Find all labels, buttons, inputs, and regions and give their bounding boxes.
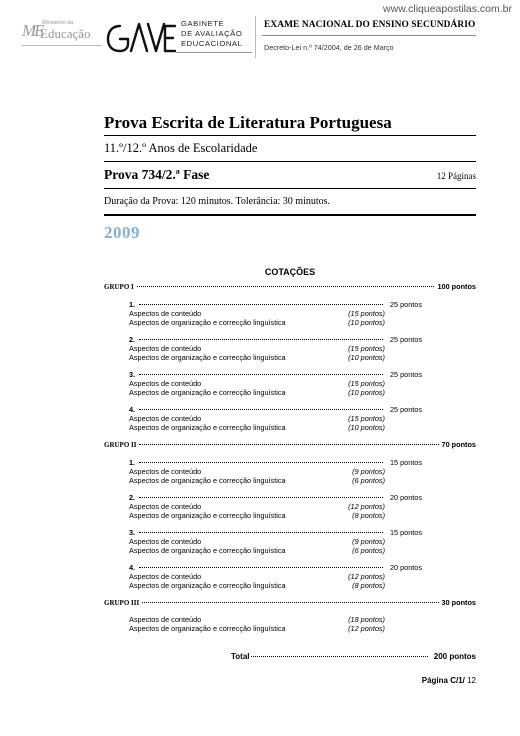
organization-label: Aspectos de organização e correcção linguística [129,581,286,590]
divider [104,161,476,162]
question-number: 3. [129,528,136,537]
page-label: Página C/1/ [421,676,465,685]
ministry-logo-text: Educação [40,26,91,41]
gave-logo [105,20,177,54]
organization-points: (10 pontos) [348,353,385,362]
dot-leader [139,532,383,533]
organization-label: Aspectos de organização e correcção linguística [129,318,286,327]
content-label: Aspectos de conteúdo [129,414,202,423]
group-row [104,282,476,292]
organization-label: Aspectos de organização e correcção linguística [129,546,286,555]
question-row [129,405,422,414]
question-number: 2. [129,493,136,502]
page-count: 12 Páginas [436,171,476,181]
dot-leader [139,374,383,375]
question-number: 3. [129,370,136,379]
group-points: 70 pontos [441,440,476,449]
total-row [231,652,476,661]
organization-points: (12 pontos) [348,624,385,633]
question-row [129,528,422,537]
total-points: 200 pontos [433,652,476,661]
organization-points: (10 pontos) [348,318,385,327]
question-row [129,335,422,344]
question-number: 4. [129,563,136,572]
content-label: Aspectos de conteúdo [129,502,202,511]
dot-leader [142,602,438,603]
divider [104,188,476,189]
ministry-mark: ME [22,21,43,40]
question-number: 1. [129,300,136,309]
total-label: Total [231,652,250,661]
organization-label: Aspectos de organização e correcção linguística [129,388,286,397]
group-row [104,440,476,450]
question-row [129,563,422,572]
header-separator [255,16,256,58]
content-points: (15 pontos) [348,344,385,353]
gave-line: GABINETE [181,19,225,28]
content-label: Aspectos de conteúdo [129,379,202,388]
content-label: Aspectos de conteúdo [129,309,202,318]
thick-divider [104,214,476,216]
question-points: 25 pontos [389,335,422,344]
content-label: Aspectos de conteúdo [129,344,202,353]
question-number: 1. [129,458,136,467]
question-points: 20 pontos [389,493,422,502]
dot-leader [139,462,383,463]
source-watermark: www.cliqueapostilas.com.br [383,3,512,15]
question-points: 25 pontos [389,370,422,379]
question-number: 2. [129,335,136,344]
exam-duration: Duração da Prova: 120 minutos. Tolerância: 30 minutos. [104,196,331,207]
content-points: (15 pontos) [348,379,385,388]
exam-title: EXAME NACIONAL DO ENSINO SECUNDÁRIO [264,20,476,30]
dot-leader [139,567,383,568]
group-points: 30 pontos [441,598,476,607]
question-points: 20 pontos [389,563,422,572]
exam-title-rule [262,35,476,36]
content-label: Aspectos de conteúdo [129,467,202,476]
ministry-logo [22,20,104,44]
dot-leader [139,409,383,410]
content-points: (9 pontos) [352,467,385,476]
organization-label: Aspectos de organização e correcção linguística [129,423,286,432]
organization-label: Aspectos de organização e correcção linguística [129,476,286,485]
question-row [129,493,422,502]
organization-points: (6 pontos) [352,546,385,555]
organization-points: (10 pontos) [348,388,385,397]
exam-code: Prova 734/2.ª Fase [104,167,210,182]
group-row [104,598,476,608]
page-title: Prova Escrita de Literatura Portuguesa [104,113,392,132]
cotacoes-title: COTAÇÕES [264,267,316,277]
content-label: Aspectos de conteúdo [129,572,202,581]
organization-points: (8 pontos) [352,511,385,520]
gave-line: DE AVALIAÇÃO [181,29,243,38]
divider [104,135,476,136]
question-number: 4. [129,405,136,414]
gave-line: EDUCACIONAL [181,39,243,48]
content-points: (12 pontos) [348,572,385,581]
page-footer [422,676,476,685]
dot-leader [139,444,438,445]
question-row [129,300,422,309]
organization-label: Aspectos de organização e correcção linguística [129,353,286,362]
content-label: Aspectos de conteúdo [129,615,202,624]
content-points: (18 pontos) [348,615,385,624]
organization-label: Aspectos de organização e correcção linguística [129,511,286,520]
gave-rule [176,52,252,53]
ministry-logo-small-text: Ministério da [42,20,74,26]
dot-leader [251,656,428,657]
dot-leader [139,304,383,305]
group-label: GRUPO III [104,599,140,607]
page-total: 12 [467,676,476,685]
question-points: 15 pontos [389,528,422,537]
gave-text [181,19,242,49]
question-points: 25 pontos [389,405,422,414]
organization-points: (10 pontos) [348,423,385,432]
decree-text: Decreto-Lei n.º 74/2004, de 26 de Março [264,43,394,52]
group-label: GRUPO II [104,441,137,449]
group-points: 100 pontos [437,282,476,291]
school-years: 11.º/12.º Anos de Escolaridade [104,141,258,155]
dot-leader [137,286,435,287]
content-points: (15 pontos) [348,309,385,318]
question-row [129,370,422,379]
content-points: (15 pontos) [348,414,385,423]
content-label: Aspectos de conteúdo [129,537,202,546]
organization-points: (6 pontos) [352,476,385,485]
organization-label: Aspectos de organização e correcção linguística [129,624,286,633]
ministry-logo-rule [22,45,102,46]
content-points: (9 pontos) [352,537,385,546]
organization-points: (8 pontos) [352,581,385,590]
question-points: 15 pontos [389,458,422,467]
question-row [129,458,422,467]
dot-leader [139,339,383,340]
exam-year: 2009 [104,223,140,242]
group-label: GRUPO I [104,283,134,291]
dot-leader [139,497,383,498]
content-points: (12 pontos) [348,502,385,511]
question-points: 25 pontos [389,300,422,309]
